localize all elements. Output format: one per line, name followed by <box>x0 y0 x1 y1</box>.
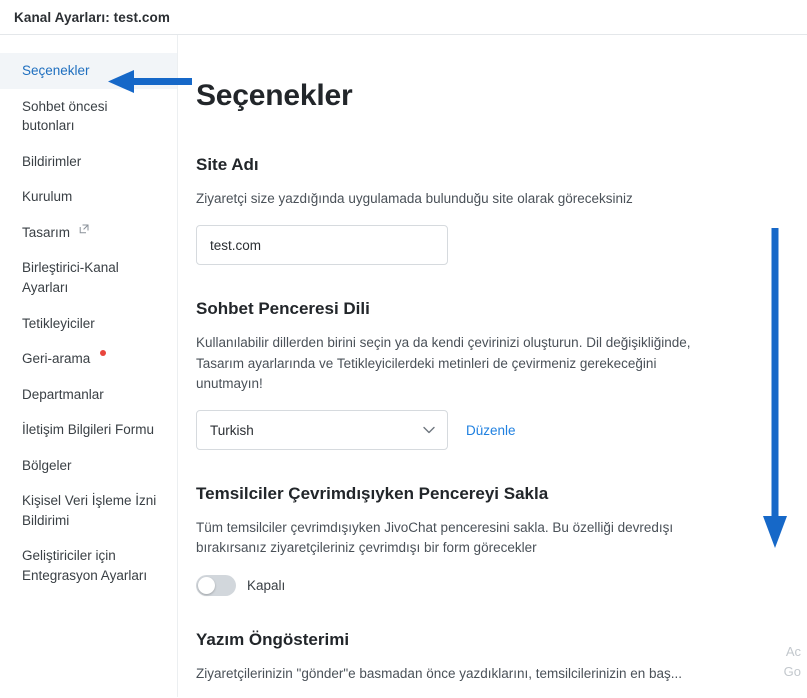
window-header <box>0 0 807 35</box>
sidebar-item-bildirimler[interactable] <box>0 144 177 180</box>
chat-language-select[interactable] <box>196 410 448 450</box>
sidebar-item-bolgeler[interactable] <box>0 448 177 484</box>
sidebar-item-label: Kurulum <box>22 189 73 205</box>
sidebar-item-secenekler[interactable] <box>0 53 177 89</box>
section-title-hide-when-offline: Temsilciler Çevrimdışıyken Pencereyi Sakla <box>196 484 549 503</box>
sidebar-item-label: Geliştiriciler için Entegrasyon Ayarları <box>22 548 148 583</box>
section-typing-insight <box>196 630 767 684</box>
section-description-site-name: Ziyaretçi size yazdığında uygulamada bulunduğu site olarak göreceksiniz <box>196 191 633 206</box>
sidebar-item-label: Seçenekler <box>22 63 90 78</box>
chat-language-row <box>196 410 767 450</box>
sidebar-item-label: Kişisel Veri İşleme İzni Bildirimi <box>22 493 157 528</box>
hide-when-offline-toggle-label: Kapalı <box>247 577 286 593</box>
chat-language-select-wrapper <box>196 410 448 450</box>
corner-widget-line-2: Go <box>783 663 801 679</box>
section-description-typing-insight: Ziyaretçilerinizin "gönder"e basmadan önce yazdıklarını, temsilcilerinizin en baş... <box>196 665 683 681</box>
sidebar-item-label: Tetikleyiciler <box>22 315 95 331</box>
section-hide-when-offline <box>196 484 767 596</box>
sidebar-item-departmanlar[interactable] <box>0 377 177 413</box>
chat-language-selected-value: Turkish <box>210 422 254 438</box>
notification-dot-icon <box>100 350 106 356</box>
section-chat-language <box>196 299 767 450</box>
section-site-name <box>196 155 767 265</box>
sidebar-item-sohbet-oncesi-butonlari[interactable] <box>0 89 177 144</box>
sidebar-item-geri-arama[interactable] <box>0 341 177 377</box>
sidebar-item-label: İletişim Bilgileri Formu <box>22 422 155 438</box>
toggle-knob <box>198 577 215 594</box>
corner-widget-line-1: Ac <box>785 643 801 659</box>
sidebar-item-birlestirici-kanal-ayarlari[interactable] <box>0 250 177 305</box>
section-title-site-name: Site Adı <box>196 155 259 174</box>
sidebar-item-label: Geri-arama <box>22 351 91 367</box>
section-title-typing-insight: Yazım Öngösterimi <box>196 629 350 649</box>
page-title: Seçenekler <box>196 79 353 112</box>
hide-when-offline-toggle[interactable] <box>196 575 236 596</box>
hide-when-offline-toggle-row <box>196 575 767 596</box>
sidebar-item-label: Bölgeler <box>22 457 72 473</box>
sidebar-item-tasarim[interactable] <box>0 215 177 251</box>
site-name-input[interactable] <box>196 225 448 265</box>
section-title-chat-language: Sohbet Penceresi Dili <box>196 299 370 319</box>
settings-main-panel <box>178 35 807 697</box>
edit-translation-link[interactable]: Düzenle <box>466 422 516 438</box>
section-description-hide-when-offline: Tüm temsilciler çevrimdışıyken JivoChat penceresini sakla. Bu özelliği devredışı bırakırsanız ziyaretçileriniz çevrimdışı bir form görecekler <box>196 520 674 556</box>
sidebar-item-tetikleyiciler[interactable] <box>0 306 177 342</box>
sidebar-item-kurulum[interactable] <box>0 179 177 215</box>
window-body <box>0 35 807 697</box>
sidebar-item-label: Sohbet öncesi butonları <box>22 98 108 134</box>
settings-sidebar <box>0 35 178 697</box>
sidebar-item-label: Departmanlar <box>22 386 104 402</box>
sidebar-item-gelistiriciler-icin-entegrasyon-ayarlari[interactable] <box>0 538 177 593</box>
sidebar-item-label: Tasarım <box>22 224 71 240</box>
sidebar-item-label: Birleştirici-Kanal Ayarları <box>22 260 119 295</box>
section-description-chat-language: Kullanılabilir dillerden birini seçin ya da kendi çevirinizi oluşturun. Dil değişikliğinde, Tasarım ayarlarında ve Tetikleyicilerdeki metinleri de çevirmeniz gerekeceğini unutmayın! <box>196 335 691 391</box>
sidebar-item-kisisel-veri-isleme-izni-bildirimi[interactable] <box>0 483 177 538</box>
sidebar-item-iletisim-bilgileri-formu[interactable] <box>0 412 177 448</box>
sidebar-item-label: Bildirimler <box>22 153 82 169</box>
window-title: Kanal Ayarları: test.com <box>14 9 170 25</box>
external-link-icon <box>79 224 89 240</box>
